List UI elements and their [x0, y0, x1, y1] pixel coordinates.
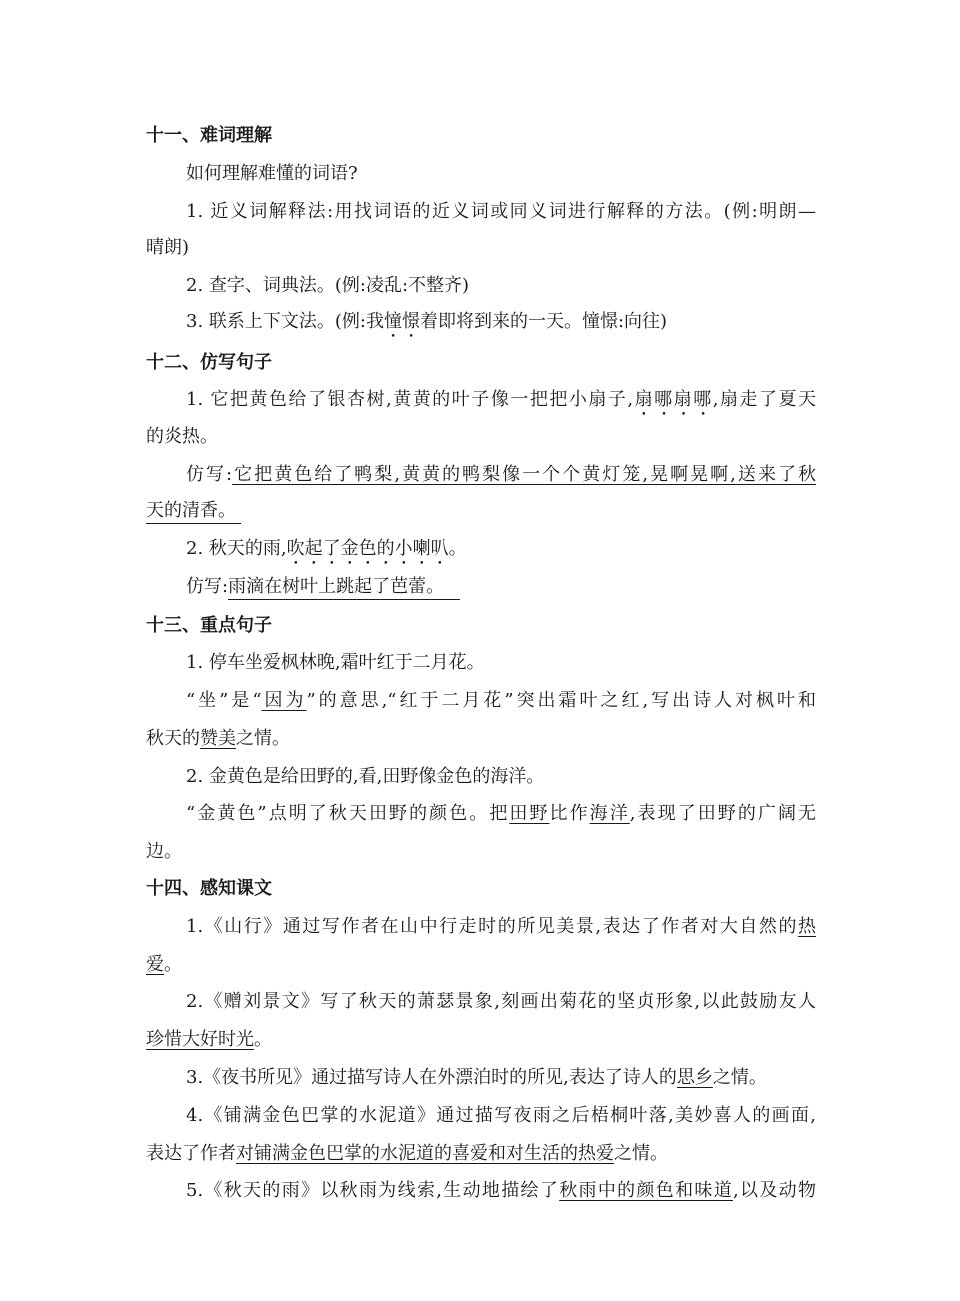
s12-imitation-2: 仿写:雨滴在树叶上跳起了芭蕾。 — [186, 574, 460, 600]
s12-example-2: 2. 秋天的雨,吹起了金色的小喇叭。 — [186, 538, 467, 559]
answer-underline: 它把黄色给了鸭梨,黄黄的鸭梨像一个个黄灯笼,晃啊晃啊,送来了秋 — [232, 464, 816, 485]
s11-question: 如何理解难懂的词语? — [186, 163, 358, 184]
s14-point-2-cont: 珍惜大好时光。 — [146, 1029, 272, 1050]
answer-underline: 爱 — [146, 954, 164, 975]
s13-key-1-explain: “坐”是“因为”的意思,“红于二月花”突出霜叶之红,写出诗人对枫叶和 — [186, 690, 816, 711]
s14-point-4-cont: 表达了作者对铺满金色巴掌的水泥道的喜爱和对生活的热爱之情。 — [146, 1143, 668, 1164]
s14-point-2: 2.《赠刘景文》写了秋天的萧瑟景象,刻画出菊花的坚贞形象,以此鼓励友人 — [186, 991, 816, 1012]
section-13-title: 十三、重点句子 — [146, 615, 272, 636]
section-14-title: 十四、感知课文 — [146, 878, 272, 899]
answer-underline: 田野 — [509, 803, 550, 824]
answer-underline: 海洋 — [589, 803, 630, 824]
emphasis-phrase: 吹起了金色的小喇叭 — [286, 538, 449, 559]
s13-key-2-explain-cont: 边。 — [146, 841, 182, 862]
answer-underline: 对铺满金色巴掌的水泥道的喜爱和对生活的热爱 — [236, 1143, 614, 1164]
s14-point-1-cont: 爱。 — [146, 954, 182, 975]
answer-underline: 珍惜大好时光 — [146, 1029, 254, 1050]
s12-example-1: 1. 它把黄色给了银杏树,黄黄的叶子像一把把小扇子,扇哪扇哪,扇走了夏天 — [186, 389, 817, 410]
s12-imitation-1-cont — [146, 498, 241, 524]
s12-imitation-1: 仿写:它把黄色给了鸭梨,黄黄的鸭梨像一个个黄灯笼,晃啊晃啊,送来了秋 — [186, 464, 816, 485]
s11-method-3: 3. 联系上下文法。(例:我憧憬着即将到来的一天。憧憬:向往) — [186, 311, 668, 332]
answer-underline: 思乡 — [676, 1067, 713, 1088]
answer-underline: 天的清香。 — [146, 499, 241, 524]
section-11-title: 十一、难词理解 — [146, 125, 272, 146]
s11-method-1-cont: 晴朗) — [146, 237, 190, 258]
s14-point-4: 4.《铺满金色巴掌的水泥道》通过描写夜雨之后梧桐叶落,美妙喜人的画面, — [186, 1105, 816, 1126]
section-12-title: 十二、仿写句子 — [146, 352, 272, 373]
answer-underline: 秋雨中的颜色和味道 — [559, 1180, 734, 1201]
emphasis-phrase: 扇哪扇哪 — [633, 389, 713, 410]
s11-method-2: 2. 查字、词典法。(例:凌乱:不整齐) — [186, 275, 470, 296]
answer-underline: 雨滴在树叶上跳起了芭蕾。 — [228, 575, 460, 600]
s12-example-1-cont: 的炎热。 — [146, 426, 218, 447]
s11-method-1: 1. 近义词解释法:用找词语的近义词或同义词进行解释的方法。(例:明朗— — [186, 201, 816, 222]
answer-underline: 热 — [798, 916, 816, 937]
s14-point-5: 5.《秋天的雨》以秋雨为线索,生动地描绘了秋雨中的颜色和味道,以及动物 — [186, 1180, 816, 1201]
emphasis-word: 憧憬 — [383, 311, 420, 332]
answer-underline: 赞美 — [200, 728, 236, 749]
s14-point-1: 1.《山行》通过写作者在山中行走时的所见美景,表达了作者对大自然的热 — [186, 916, 816, 937]
s13-key-1-explain-cont: 秋天的赞美之情。 — [146, 728, 290, 749]
answer-underline: 因为 — [261, 690, 307, 711]
s13-key-2: 2. 金黄色是给田野的,看,田野像金色的海洋。 — [186, 766, 545, 787]
s13-key-2-explain: “金黄色”点明了秋天田野的颜色。把田野比作海洋,表现了田野的广阔无 — [186, 803, 817, 824]
s14-point-3: 3.《夜书所见》通过描写诗人在外漂泊时的所见,表达了诗人的思乡之情。 — [186, 1067, 767, 1088]
s13-key-1: 1. 停车坐爱枫林晚,霜叶红于二月花。 — [186, 652, 485, 673]
